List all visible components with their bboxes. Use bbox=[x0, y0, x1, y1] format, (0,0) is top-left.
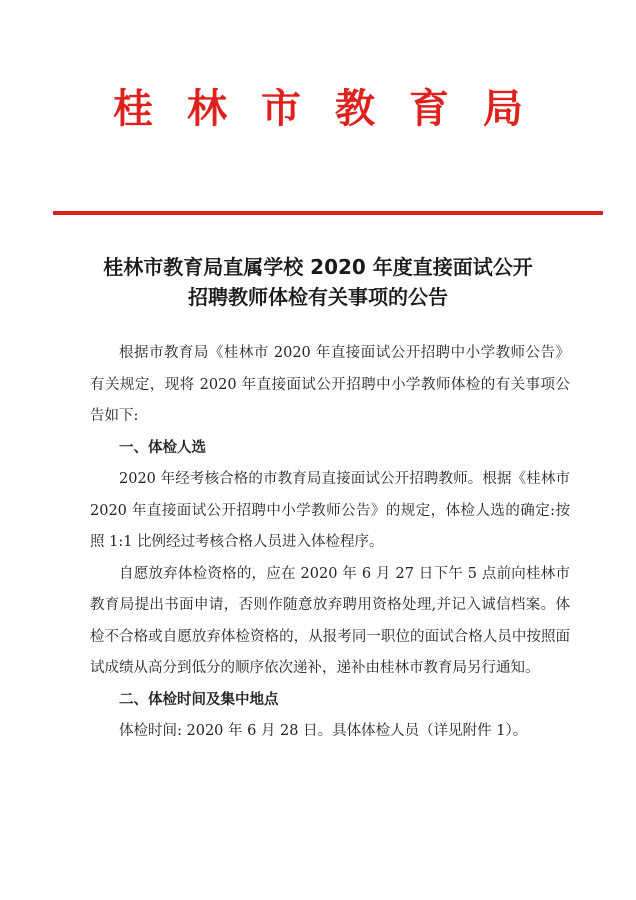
intro-paragraph: 根据市教育局《桂林市 2020 年直接面试公开招聘中小学教师公告》有关规定，现将 2020 年直接面试公开招聘中小学教师体检的有关事项公告如下: bbox=[90, 345, 570, 424]
letterhead-divider bbox=[53, 211, 603, 215]
letterhead-char: 林 bbox=[187, 86, 227, 132]
title-line-1: 桂林市教育局直属学校 2020 年度直接面试公开 bbox=[103, 255, 533, 279]
section-2-heading: 二、体检时间及集中地点 bbox=[119, 691, 279, 708]
section-1-paragraph-2: 自愿放弃体检资格的，应在 2020 年 6 月 27 日下午 5 点前向桂林市教育局提出书面申请，否则作随意放弃聘用资格处理,并记入诚信档案。体检不合格或自愿放弃体检资格的，从报考同一职位的面试合格人员中按照面试成绩从高分到低分的顺序依次递补，递补由桂林市教育局另行通知。 bbox=[90, 565, 570, 676]
letterhead-char: 桂 bbox=[113, 86, 153, 132]
letterhead-char: 教 bbox=[335, 86, 375, 132]
issuer-letterhead bbox=[0, 82, 636, 136]
document-title bbox=[0, 252, 636, 312]
document-body bbox=[90, 338, 570, 748]
letterhead-char: 局 bbox=[483, 86, 523, 132]
section-1-heading: 一、体检人选 bbox=[119, 439, 206, 456]
title-line-2: 招聘教师体检有关事项的公告 bbox=[188, 285, 448, 309]
letterhead-char: 育 bbox=[409, 86, 449, 132]
section-2-paragraph-1: 体检时间: 2020 年 6 月 28 日。具体体检人员（详见附件 1）。 bbox=[119, 723, 528, 739]
letterhead-char: 市 bbox=[261, 86, 301, 132]
section-1-paragraph-1: 2020 年经考核合格的市教育局直接面试公开招聘教师。根据《桂林市 2020 年直接面试公开招聘中小学教师公告》的规定，体检人选的确定:按照 1:1 比例经过考核合格人员进入体检程序。 bbox=[90, 471, 570, 550]
